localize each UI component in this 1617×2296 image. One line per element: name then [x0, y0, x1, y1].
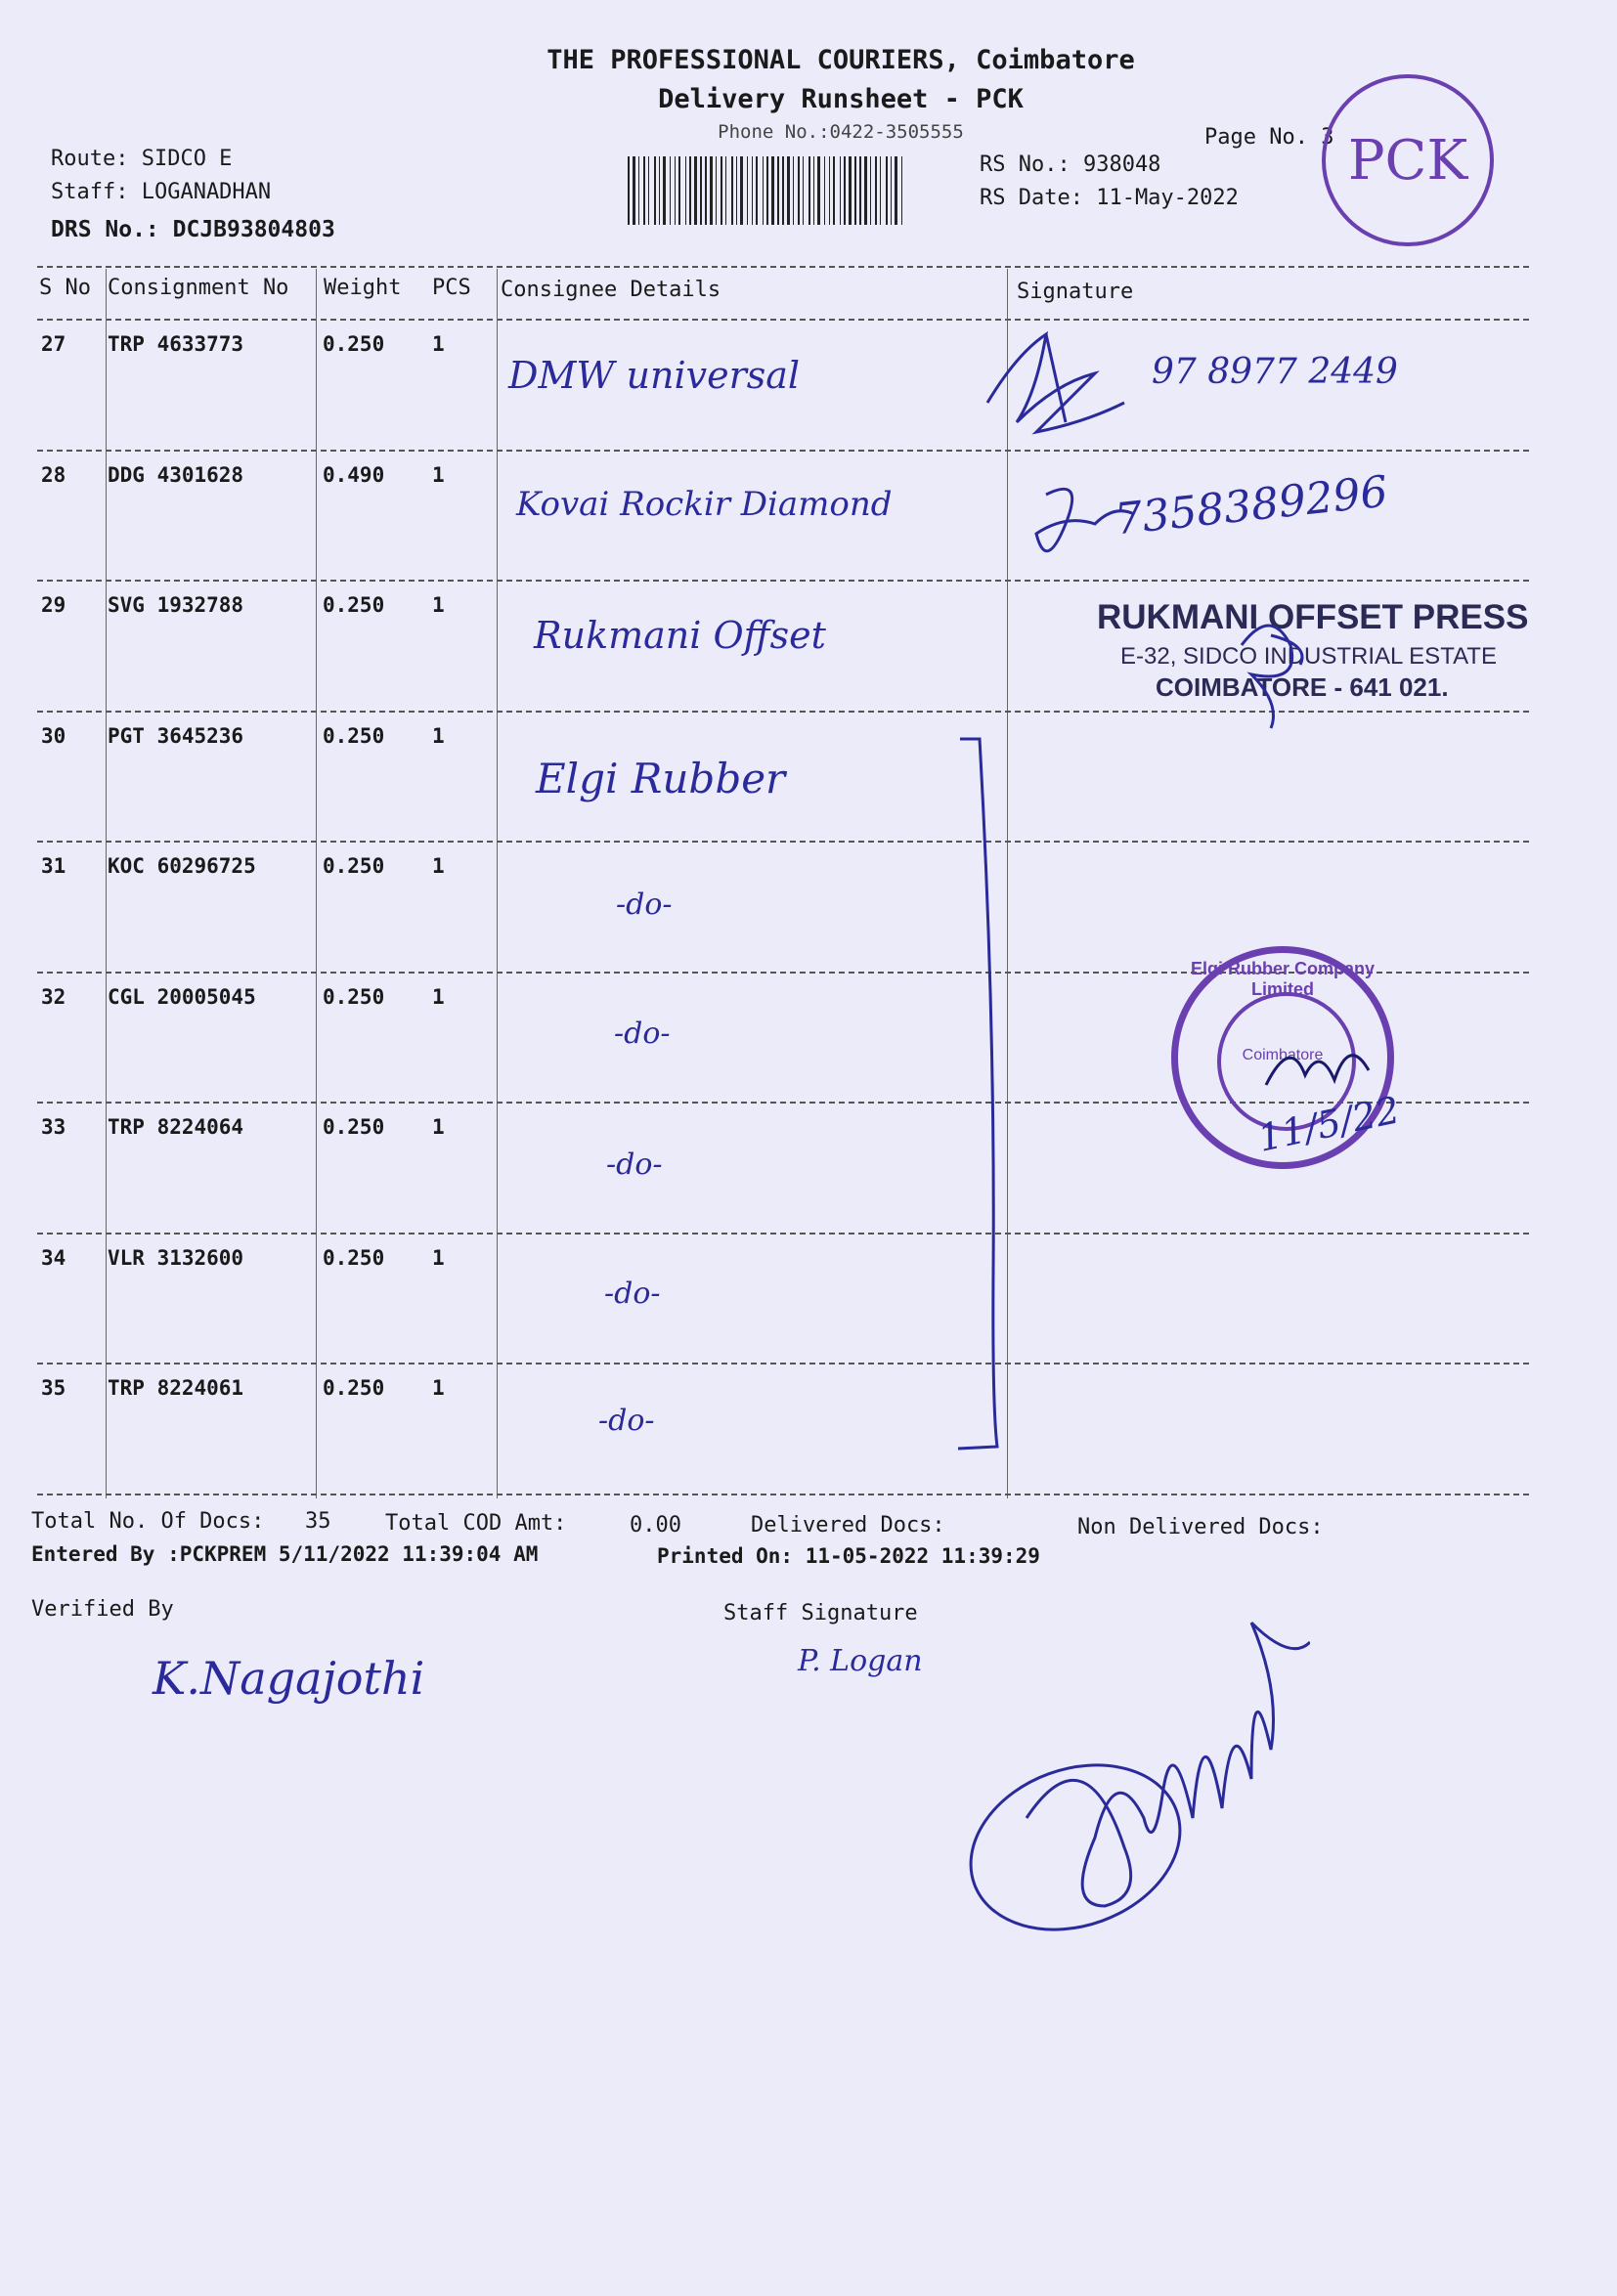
col-divider: [106, 269, 107, 1498]
signature-scribble: [1212, 606, 1330, 733]
staff-label: Staff: LOGANADHAN: [51, 180, 272, 204]
row-consignment-no: SVG 1932788: [108, 593, 244, 617]
col-divider: [497, 269, 498, 1498]
consignee-hand: -do-: [598, 1404, 655, 1438]
row-weight: 0.490: [323, 462, 385, 487]
verified-by-label: Verified By: [31, 1597, 174, 1622]
row-rule: [37, 1363, 1529, 1365]
row-consignment-no: DDG 4301628: [108, 462, 244, 487]
signature-date: 11/5/22: [1254, 1088, 1404, 1160]
ditto-bracket: [939, 723, 1017, 1466]
page-number: Page No. 3: [1204, 125, 1334, 150]
staff-signature-hand: P. Logan: [798, 1644, 923, 1678]
elgi-stamp-inner-text: Coimbatore: [1242, 1047, 1324, 1063]
rukmani-stamp-line3: COIMBATORE - 641 021.: [1156, 672, 1449, 702]
signature-phone: 97 8977 2449: [1152, 352, 1398, 392]
row-pcs: 1: [432, 1376, 445, 1400]
consignee-hand: Elgi Rubber: [536, 755, 786, 802]
col-consignee: Consignee Details: [501, 278, 721, 302]
verified-by-signature: K.Nagajothi: [153, 1652, 425, 1705]
row-sno: 29: [41, 593, 66, 617]
document-title: Delivery Runsheet - PCK: [658, 84, 1024, 114]
col-signature: Signature: [1017, 280, 1134, 304]
row-rule: [37, 450, 1529, 452]
row-consignment-no: VLR 3132600: [108, 1245, 244, 1270]
row-pcs: 1: [432, 1245, 445, 1270]
consignee-hand: DMW universal: [508, 354, 801, 397]
row-consignment-no: PGT 3645236: [108, 723, 244, 748]
col-pcs: PCS: [432, 276, 471, 300]
row-rule: [37, 580, 1529, 582]
row-consignment-no: TRP 8224061: [108, 1376, 244, 1400]
col-weight: Weight: [324, 276, 402, 300]
header-top-rule: [37, 266, 1529, 268]
row-rule: [37, 1494, 1529, 1495]
entered-by: Entered By :PCKPREM 5/11/2022 11:39:04 AM: [31, 1542, 539, 1566]
printed-on: Printed On: 11-05-2022 11:39:29: [657, 1544, 1040, 1568]
row-pcs: 1: [432, 462, 445, 487]
phone-number: Phone No.:0422-3505555: [718, 121, 964, 143]
barcode: [626, 149, 907, 231]
non-delivered-docs-label: Non Delivered Docs:: [1077, 1515, 1324, 1539]
row-weight: 0.250: [323, 332, 385, 356]
consignee-hand: -do-: [614, 1017, 671, 1051]
row-sno: 32: [41, 984, 66, 1009]
row-sno: 31: [41, 854, 66, 878]
total-docs-value: 35: [305, 1509, 331, 1534]
row-pcs: 1: [432, 723, 445, 748]
consignee-hand: Kovai Rockir Diamond: [516, 485, 893, 524]
row-consignment-no: KOC 60296725: [108, 854, 256, 878]
row-pcs: 1: [432, 1115, 445, 1139]
row-weight: 0.250: [323, 854, 385, 878]
signature-phone: 7358389296: [1113, 466, 1390, 545]
total-cod-label: Total COD Amt:: [385, 1511, 567, 1536]
row-pcs: 1: [432, 854, 445, 878]
signature-scribble: [978, 315, 1134, 442]
row-sno: 33: [41, 1115, 66, 1139]
row-sno: 30: [41, 723, 66, 748]
row-weight: 0.250: [323, 984, 385, 1009]
consignee-hand: Rukmani Offset: [534, 614, 826, 657]
delivered-docs-label: Delivered Docs:: [751, 1513, 945, 1538]
row-weight: 0.250: [323, 593, 385, 617]
rukmani-stamp-line2: E-32, SIDCO INDUSTRIAL ESTATE: [1120, 643, 1497, 670]
drs-number: DRS No.: DCJB93804803: [51, 217, 335, 242]
row-pcs: 1: [432, 332, 445, 356]
row-sno: 35: [41, 1376, 66, 1400]
row-weight: 0.250: [323, 1245, 385, 1270]
row-weight: 0.250: [323, 1376, 385, 1400]
row-rule: [37, 1233, 1529, 1235]
total-cod-value: 0.00: [630, 1513, 681, 1538]
row-sno: 27: [41, 332, 66, 356]
col-sno: S No: [39, 276, 91, 300]
row-sno: 34: [41, 1245, 66, 1270]
rukmani-stamp-line1: RUKMANI OFFSET PRESS: [1097, 598, 1529, 636]
rs-date: RS Date: 11-May-2022: [980, 186, 1239, 210]
col-consignment: Consignment No: [108, 276, 289, 300]
row-consignment-no: CGL 20005045: [108, 984, 256, 1009]
consignee-hand: -do-: [604, 1277, 661, 1311]
row-pcs: 1: [432, 593, 445, 617]
signature-scribble: [1261, 1026, 1378, 1105]
row-weight: 0.250: [323, 1115, 385, 1139]
rs-number: RS No.: 938048: [980, 152, 1161, 177]
consignee-hand: -do-: [606, 1148, 663, 1182]
pck-stamp-text: PCK: [1347, 129, 1468, 193]
row-pcs: 1: [432, 984, 445, 1009]
elgi-stamp-ring-text: Elgi Rubber Company Limited: [1190, 959, 1375, 999]
row-weight: 0.250: [323, 723, 385, 748]
route-label: Route: SIDCO E: [51, 147, 233, 171]
row-rule: [37, 841, 1529, 843]
row-consignment-no: TRP 8224064: [108, 1115, 244, 1139]
staff-signature-label: Staff Signature: [723, 1601, 918, 1625]
col-divider: [316, 269, 317, 1498]
total-docs-label: Total No. Of Docs:: [31, 1509, 265, 1534]
consignee-hand: -do-: [616, 888, 673, 922]
pck-stamp: [1322, 74, 1494, 246]
row-sno: 28: [41, 462, 66, 487]
large-signature: [958, 1583, 1310, 1945]
header-bottom-rule: [37, 319, 1529, 321]
company-title: THE PROFESSIONAL COURIERS, Coimbatore: [546, 45, 1135, 75]
row-consignment-no: TRP 4633773: [108, 332, 244, 356]
